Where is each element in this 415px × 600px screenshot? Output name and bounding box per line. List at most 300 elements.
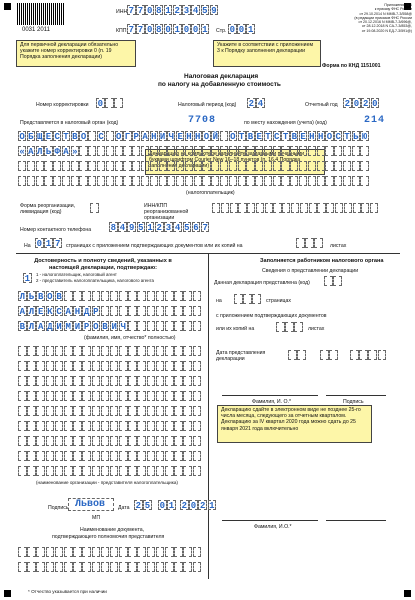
comb-cell[interactable] (220, 146, 228, 156)
comb-cell[interactable] (119, 306, 128, 316)
comb-cell[interactable]: С (56, 307, 62, 317)
comb-cell[interactable]: Н (195, 132, 201, 142)
comb-cell[interactable]: М (65, 322, 71, 332)
comb-cell[interactable] (264, 161, 272, 171)
comb-cell[interactable] (352, 161, 360, 171)
comb-cell[interactable]: 0 (97, 99, 103, 109)
comb-cell[interactable] (276, 322, 285, 332)
comb-cell[interactable] (147, 547, 156, 557)
comb-cell[interactable] (88, 161, 96, 171)
comb-cell[interactable]: В (72, 132, 78, 142)
comb-cell[interactable] (137, 306, 146, 316)
comb-cell[interactable]: К (47, 307, 53, 317)
comb-cell[interactable] (174, 306, 183, 316)
comb-cell[interactable] (36, 406, 45, 416)
tax-authority-value[interactable]: 7708 (188, 115, 217, 126)
comb-cell[interactable] (55, 436, 64, 446)
comb-cell[interactable] (159, 161, 167, 171)
comb-cell[interactable]: Н (309, 132, 315, 142)
comb-cell[interactable] (165, 321, 174, 331)
comb-cell[interactable] (119, 466, 128, 476)
comb-cell[interactable] (183, 291, 192, 301)
comb-cell[interactable] (64, 436, 73, 446)
comb-cell[interactable] (211, 161, 219, 171)
comb-cell[interactable] (106, 146, 114, 156)
comb-cell[interactable] (193, 306, 202, 316)
comb-cell[interactable]: 1 (247, 25, 254, 35)
comb-cell[interactable] (128, 321, 137, 331)
comb-cell[interactable] (193, 562, 202, 572)
comb-cell[interactable] (27, 391, 36, 401)
comb-cell[interactable]: 2 (135, 501, 141, 511)
comb-cell[interactable] (334, 161, 342, 171)
comb-cell[interactable]: Н (74, 307, 81, 317)
comb-cell[interactable] (36, 466, 45, 476)
comb-cell[interactable]: 9 (211, 6, 217, 16)
comb-cell[interactable] (229, 176, 237, 186)
comb-cell[interactable] (137, 466, 146, 476)
comb-cell[interactable]: А (37, 322, 44, 332)
comb-cell[interactable]: 0 (146, 25, 153, 35)
comb-cell[interactable] (156, 306, 165, 316)
comb-cell[interactable] (18, 451, 27, 461)
pages-cells[interactable] (35, 238, 63, 248)
comb-cell[interactable]: Ь (353, 132, 359, 142)
comb-cell[interactable] (64, 466, 73, 476)
comb-cell[interactable] (137, 346, 146, 356)
comb-cell[interactable]: 0 (165, 25, 171, 35)
comb-cell[interactable] (193, 421, 202, 431)
comb-cell[interactable]: А (142, 132, 148, 142)
comb-cell[interactable] (92, 391, 101, 401)
comb-cell[interactable]: Т (282, 132, 289, 142)
comb-cell[interactable] (220, 176, 228, 186)
comb-cell[interactable] (101, 547, 110, 557)
comb-cell[interactable] (294, 322, 303, 332)
comb-cell[interactable] (220, 161, 228, 171)
comb-cell[interactable] (156, 406, 165, 416)
comb-cell[interactable] (290, 161, 298, 171)
signer-patronymic[interactable] (18, 321, 202, 331)
comb-cell[interactable] (334, 146, 342, 156)
comb-cell[interactable] (101, 361, 110, 371)
comb-cell[interactable]: 7 (202, 223, 208, 233)
comb-cell[interactable]: В (247, 132, 254, 142)
comb-cell[interactable]: Е (37, 307, 44, 317)
comb-cell[interactable] (110, 421, 119, 431)
comb-cell[interactable]: 1 (147, 223, 153, 233)
comb-cell[interactable] (82, 291, 91, 301)
comb-cell[interactable] (18, 361, 27, 371)
comb-cell[interactable] (92, 346, 101, 356)
comb-cell[interactable]: Р (83, 322, 90, 332)
comb-cell[interactable] (55, 421, 64, 431)
comb-cell[interactable] (183, 391, 192, 401)
comb-cell[interactable] (238, 176, 246, 186)
comb-cell[interactable]: 4 (192, 6, 199, 16)
comb-cell[interactable] (147, 376, 156, 386)
comb-cell[interactable]: Ь (45, 147, 52, 157)
comb-cell[interactable] (36, 361, 45, 371)
comb-cell[interactable] (36, 391, 45, 401)
comb-cell[interactable] (156, 376, 165, 386)
comb-cell[interactable] (194, 176, 202, 186)
comb-cell[interactable]: Н (151, 132, 157, 142)
comb-cell[interactable]: Н (186, 132, 192, 142)
comb-cell[interactable] (174, 291, 183, 301)
comb-cell[interactable]: Ф (54, 147, 60, 157)
org-name-row1[interactable] (18, 131, 369, 141)
comb-cell[interactable] (132, 146, 140, 156)
comb-cell[interactable] (150, 146, 158, 156)
comb-cell[interactable]: 5 (202, 6, 208, 16)
comb-cell[interactable]: 2 (248, 99, 254, 109)
comb-cell[interactable] (64, 291, 73, 301)
comb-cell[interactable] (110, 547, 119, 557)
comb-cell[interactable] (62, 161, 70, 171)
comb-cell[interactable] (211, 146, 219, 156)
comb-cell[interactable] (137, 562, 146, 572)
comb-cell[interactable] (183, 346, 192, 356)
comb-cell[interactable]: О (80, 132, 87, 142)
comb-cell[interactable] (281, 176, 289, 186)
comb-cell[interactable] (73, 346, 82, 356)
comb-cell[interactable]: Г (124, 132, 131, 142)
comb-cell[interactable] (353, 203, 361, 213)
comb-cell[interactable] (174, 466, 183, 476)
comb-cell[interactable] (79, 176, 87, 186)
comb-cell[interactable] (202, 146, 210, 156)
comb-cell[interactable]: Б (28, 132, 34, 142)
comb-cell[interactable] (46, 562, 55, 572)
comb-cell[interactable] (193, 361, 202, 371)
comb-cell[interactable]: 0 (353, 99, 360, 109)
date-month[interactable] (158, 500, 176, 510)
comb-cell[interactable] (73, 421, 82, 431)
comb-cell[interactable]: 6 (193, 223, 199, 233)
comb-cell[interactable] (291, 203, 299, 213)
comb-cell[interactable] (128, 436, 137, 446)
comb-cell[interactable] (137, 321, 146, 331)
rep-org-row9[interactable] (18, 466, 202, 476)
comb-cell[interactable] (73, 547, 82, 557)
reorg-cells[interactable] (90, 203, 99, 213)
rep-org-row7[interactable] (18, 436, 202, 446)
comb-cell[interactable] (193, 436, 202, 446)
comb-cell[interactable] (36, 376, 45, 386)
comb-cell[interactable] (18, 562, 27, 572)
comb-cell[interactable] (147, 306, 156, 316)
comb-cell[interactable]: 0 (159, 501, 165, 511)
comb-cell[interactable] (55, 406, 64, 416)
comb-cell[interactable] (137, 391, 146, 401)
comb-cell[interactable] (174, 562, 183, 572)
comb-cell[interactable]: Т (344, 132, 350, 142)
correction-cells[interactable] (96, 98, 124, 108)
comb-cell[interactable] (325, 176, 333, 186)
comb-cell[interactable] (44, 176, 52, 186)
comb-cell[interactable]: 5 (144, 501, 151, 511)
comb-cell[interactable] (183, 361, 192, 371)
comb-cell[interactable] (101, 346, 110, 356)
comb-cell[interactable] (36, 421, 45, 431)
right-date-month[interactable] (320, 350, 338, 360)
comb-cell[interactable] (73, 451, 82, 461)
comb-cell[interactable]: 0 (229, 25, 235, 35)
comb-cell[interactable] (352, 146, 360, 156)
comb-cell[interactable] (110, 451, 119, 461)
comb-cell[interactable] (325, 146, 333, 156)
comb-cell[interactable] (119, 451, 128, 461)
comb-cell[interactable] (165, 436, 174, 446)
comb-cell[interactable] (156, 466, 165, 476)
comb-cell[interactable] (27, 376, 36, 386)
comb-cell[interactable] (147, 361, 156, 371)
comb-cell[interactable] (309, 203, 317, 213)
signer-firstname[interactable] (18, 306, 202, 316)
comb-cell[interactable] (101, 562, 110, 572)
comb-cell[interactable] (308, 146, 316, 156)
comb-cell[interactable]: 0 (36, 239, 42, 249)
comb-cell[interactable]: 8 (156, 6, 162, 16)
comb-cell[interactable] (156, 321, 165, 331)
comb-cell[interactable] (27, 451, 36, 461)
comb-cell[interactable] (147, 436, 156, 446)
comb-cell[interactable] (174, 346, 183, 356)
comb-cell[interactable] (92, 547, 101, 557)
comb-cell[interactable] (46, 346, 55, 356)
comb-cell[interactable] (281, 161, 289, 171)
page-cells[interactable] (228, 24, 256, 34)
comb-cell[interactable]: 4 (174, 223, 181, 233)
comb-cell[interactable] (71, 176, 79, 186)
comb-cell[interactable] (128, 376, 137, 386)
comb-cell[interactable] (123, 161, 131, 171)
comb-cell[interactable] (174, 361, 183, 371)
comb-cell[interactable] (147, 451, 156, 461)
comb-cell[interactable] (343, 146, 351, 156)
comb-cell[interactable] (105, 98, 114, 108)
comb-cell[interactable] (335, 203, 343, 213)
comb-cell[interactable]: Л (28, 322, 35, 332)
comb-cell[interactable] (246, 146, 254, 156)
comb-cell[interactable] (221, 203, 229, 213)
comb-cell[interactable] (378, 350, 387, 360)
comb-cell[interactable] (110, 391, 119, 401)
comb-cell[interactable] (73, 436, 82, 446)
comb-cell[interactable]: 5 (138, 223, 144, 233)
comb-cell[interactable] (141, 161, 149, 171)
comb-cell[interactable] (273, 176, 281, 186)
rep-org-row8[interactable] (18, 451, 202, 461)
comb-cell[interactable] (165, 291, 174, 301)
comb-cell[interactable] (101, 451, 110, 461)
comb-cell[interactable] (141, 176, 149, 186)
comb-cell[interactable] (193, 466, 202, 476)
comb-cell[interactable] (92, 466, 101, 476)
comb-cell[interactable] (92, 361, 101, 371)
comb-cell[interactable] (165, 391, 174, 401)
comb-cell[interactable]: 0 (146, 6, 153, 16)
comb-cell[interactable]: Т (265, 132, 271, 142)
comb-cell[interactable] (36, 436, 45, 446)
comb-cell[interactable] (334, 176, 342, 186)
comb-cell[interactable] (46, 361, 55, 371)
comb-cell[interactable]: 1 (165, 6, 171, 16)
comb-cell[interactable] (159, 146, 167, 156)
comb-cell[interactable] (101, 391, 110, 401)
comb-cell[interactable] (97, 146, 105, 156)
comb-cell[interactable] (73, 291, 82, 301)
comb-cell[interactable] (165, 466, 174, 476)
comb-cell[interactable] (211, 176, 219, 186)
comb-cell[interactable] (193, 346, 202, 356)
comb-cell[interactable] (36, 547, 45, 557)
comb-cell[interactable]: 2 (199, 501, 206, 511)
comb-cell[interactable] (73, 391, 82, 401)
comb-cell[interactable] (359, 350, 368, 360)
comb-cell[interactable] (165, 376, 174, 386)
comb-cell[interactable] (317, 146, 325, 156)
date-year[interactable] (180, 500, 217, 510)
comb-cell[interactable] (193, 406, 202, 416)
comb-cell[interactable]: 0 (183, 25, 190, 35)
comb-cell[interactable] (114, 98, 123, 108)
comb-cell[interactable] (128, 406, 137, 416)
comb-cell[interactable] (64, 376, 73, 386)
comb-cell[interactable] (27, 562, 36, 572)
comb-cell[interactable]: О (115, 132, 122, 142)
comb-cell[interactable] (183, 436, 192, 446)
comb-cell[interactable] (194, 161, 202, 171)
comb-cell[interactable] (297, 350, 306, 360)
comb-cell[interactable] (156, 451, 165, 461)
comb-cell[interactable] (101, 376, 110, 386)
comb-cell[interactable] (296, 238, 305, 248)
comb-cell[interactable]: В (19, 322, 25, 332)
comb-cell[interactable] (183, 306, 192, 316)
comb-cell[interactable] (55, 361, 64, 371)
comb-cell[interactable] (229, 161, 237, 171)
comb-cell[interactable] (128, 391, 137, 401)
rep-org-row1[interactable] (18, 346, 202, 356)
signer-lastname[interactable] (18, 291, 202, 301)
comb-cell[interactable] (176, 146, 184, 156)
comb-cell[interactable]: 2 (362, 99, 369, 109)
comb-cell[interactable]: Ч (168, 132, 175, 142)
comb-cell[interactable] (110, 436, 119, 446)
comb-cell[interactable]: С (98, 132, 104, 142)
comb-cell[interactable] (320, 350, 329, 360)
comb-cell[interactable] (193, 321, 202, 331)
comb-cell[interactable] (128, 547, 137, 557)
comb-cell[interactable] (185, 161, 193, 171)
comb-cell[interactable]: 4 (257, 99, 264, 109)
doc-row1[interactable] (18, 547, 202, 557)
comb-cell[interactable] (290, 176, 298, 186)
comb-cell[interactable]: С (54, 132, 60, 142)
comb-cell[interactable] (88, 131, 96, 141)
comb-cell[interactable] (282, 203, 290, 213)
comb-cell[interactable] (361, 203, 369, 213)
comb-cell[interactable] (55, 451, 64, 461)
comb-cell[interactable] (101, 421, 110, 431)
comb-cell[interactable] (194, 146, 202, 156)
comb-cell[interactable] (252, 294, 261, 304)
comb-cell[interactable] (55, 547, 64, 557)
comb-cell[interactable] (300, 203, 308, 213)
right-code-cells[interactable] (324, 276, 342, 286)
comb-cell[interactable] (183, 547, 192, 557)
comb-cell[interactable] (183, 406, 192, 416)
comb-cell[interactable] (46, 436, 55, 446)
comb-cell[interactable] (165, 421, 174, 431)
comb-cell[interactable] (119, 562, 128, 572)
comb-cell[interactable]: 1 (209, 501, 215, 511)
comb-cell[interactable]: Р (133, 132, 139, 142)
comb-cell[interactable] (82, 451, 91, 461)
comb-cell[interactable] (246, 161, 254, 171)
comb-cell[interactable] (156, 361, 165, 371)
comb-cell[interactable] (174, 451, 183, 461)
comb-cell[interactable] (101, 306, 110, 316)
comb-cell[interactable] (62, 176, 70, 186)
comb-cell[interactable]: А (19, 307, 25, 317)
comb-cell[interactable] (82, 361, 91, 371)
comb-cell[interactable] (333, 276, 342, 286)
comb-cell[interactable]: Е (256, 132, 262, 142)
comb-cell[interactable] (64, 562, 73, 572)
comb-cell[interactable]: 3 (183, 6, 190, 16)
comb-cell[interactable]: Р (93, 307, 99, 317)
comb-cell[interactable] (183, 376, 192, 386)
right-pages-cells[interactable] (234, 294, 262, 304)
comb-cell[interactable] (73, 361, 82, 371)
comb-cell[interactable] (46, 406, 55, 416)
comb-cell[interactable] (128, 451, 137, 461)
comb-cell[interactable] (36, 346, 45, 356)
comb-cell[interactable] (119, 376, 128, 386)
comb-cell[interactable] (64, 406, 73, 416)
comb-cell[interactable] (212, 203, 220, 213)
comb-cell[interactable] (234, 294, 243, 304)
comb-cell[interactable] (360, 176, 368, 186)
comb-cell[interactable] (193, 547, 202, 557)
comb-cell[interactable] (110, 361, 119, 371)
comb-cell[interactable]: Е (177, 132, 183, 142)
comb-cell[interactable] (299, 161, 307, 171)
comb-cell[interactable] (18, 421, 27, 431)
comb-cell[interactable] (326, 203, 334, 213)
comb-cell[interactable]: А (65, 307, 71, 317)
comb-cell[interactable] (27, 161, 35, 171)
comb-cell[interactable] (238, 146, 246, 156)
comb-cell[interactable] (82, 346, 91, 356)
reorg-inn-cells[interactable] (212, 203, 379, 213)
comb-cell[interactable] (115, 161, 123, 171)
comb-cell[interactable] (185, 176, 193, 186)
doc-row2[interactable] (18, 562, 202, 572)
comb-cell[interactable] (156, 436, 165, 446)
comb-cell[interactable]: Д (83, 307, 90, 317)
comb-cell[interactable] (220, 131, 228, 141)
comb-cell[interactable] (305, 238, 314, 248)
comb-cell[interactable] (119, 391, 128, 401)
comb-cell[interactable]: 7 (137, 6, 144, 16)
comb-cell[interactable] (36, 562, 45, 572)
comb-cell[interactable] (101, 406, 110, 416)
comb-cell[interactable] (290, 146, 298, 156)
